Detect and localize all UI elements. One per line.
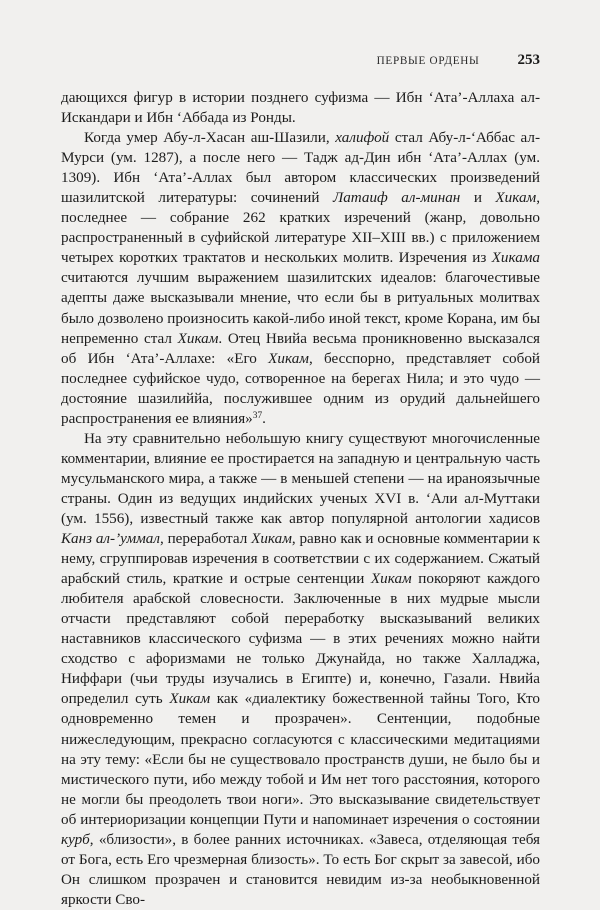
italic-term: Хикам: [177, 329, 219, 347]
text-run: стал Абу-л-‘Аббас ал-Мурси (ум. 1287), а после него — Тадж ад-Дин ибн ‘Ата’-Аллах (ум. 1309). Ибн ‘Ата’-Аллах был автором классических произведений шазилитской литературы: сочинений: [61, 129, 540, 207]
footnote-reference: 37: [252, 410, 263, 421]
italic-term: Хикам: [169, 690, 211, 708]
text-run: , бесспорно, представляет собой последнее суфийское чудо, сотворенное на берегах Нила; и это чудо — достояние шазилиййа, послужившее одним из орудий дальнейшего распространения ее влияния»: [61, 349, 540, 427]
para-continued: [61, 88, 540, 128]
text-run: , равно как и основные комментарии к нему, сгруппировав изречения в соответствии с их содержанием. Сжатый арабский стиль, краткие и острые сентенции: [61, 530, 540, 588]
italic-term: Хикама: [491, 249, 540, 267]
running-head: [61, 52, 540, 72]
text-run: На эту сравнительно небольшую книгу существуют многочисленные комментарии, влияние ее простирается на западную и центральную часть мусульманского мира, а также — в меньшей степени — на ираноязычные страны. Один из ведущих индийских ученых XVI в. ‘Али ал-Муттаки (ум. 1556), известный также как автор популярной антологии хадисов: [61, 429, 540, 527]
para-khalifa: [61, 128, 540, 429]
italic-term: курб: [61, 830, 90, 848]
text-run: дающихся фигур в истории позднего суфизма — Ибн ‘Ата’-Аллаха ал-Искандари и Ибн ‘Аббада из Ронды.: [61, 89, 540, 127]
para-commentaries: [61, 429, 540, 910]
italic-term: Латаиф ал-минан: [332, 189, 461, 207]
text-run: как «диалектику божественной тайны Того, Кто одновременно темен и прозрачен». Сентенции, подобные нижеследующим, прекрасно согласуются с классическими медитациями на эту тему: «Если бы не существовало пространств души, не было бы и мистического пути, ибо между тобой и Им нет того расстояния, которого не могли бы преодолеть твои ноги». Это высказывание свидетельствует об интериоризации концепции Пути и напоминает изречения о состоянии: [61, 690, 540, 828]
text-run: Когда умер Абу-л-Хасан аш-Шазили,: [84, 129, 336, 147]
text-run: , последнее — собрание 262 кратких изречений (жанр, довольно распространенный в суфийской литературе XII–XIII вв.) с приложением четырех коротких трактатов и нескольких молитв. Изречения из: [61, 189, 540, 267]
text-run: покоряют каждого любителя арабской словесности. Заключенные в них мудрые мысли отчасти представляют собой переработку высказываний великих наставников классического суфизма — в этих речениях можно найти сходство с афоризмами не только Джунайда, но также Халладжа, Ниффари (чьи труды изучались в Египте) и, конечно, Газали. Нвийа определил суть: [61, 570, 540, 708]
italic-term: Хикам: [370, 570, 412, 588]
text-run: , переработал: [159, 530, 252, 548]
italic-term: Хикам: [495, 189, 537, 207]
text-run: . Отец Нвийа весьма проникновенно высказался об Ибн ‘Ата’-Аллахе: «Его: [61, 329, 541, 367]
page-number: 253: [517, 52, 540, 68]
italic-term: Хикам: [251, 530, 292, 548]
italic-term: Канз ал-’уммал: [61, 530, 160, 548]
italic-term: Хикам: [268, 349, 309, 367]
text-run: и: [460, 189, 496, 207]
italic-term: халифой: [335, 129, 390, 147]
text-run: .: [262, 409, 266, 427]
text-run: считаются лучшим выражением шазилитских идеалов: благочестивые адепты даже высказывали мнение, что если бы в ритуальных молитвах было дозволено произносить какой-либо иной текст, кроме Корана, им бы непременно стал: [61, 269, 540, 347]
text-block: [61, 88, 540, 910]
text-run: , «близости», в более ранних источниках. «Завеса, отделяющая тебя от Бога, есть Его чрезмерная близость». То есть Бог скрыт за завесой, ибо Он слишком прозрачен и становится невидим из-за необыкновенной яркости Сво-: [61, 830, 540, 908]
running-head-title: ПЕРВЫЕ ОРДЕНЫ: [376, 55, 480, 67]
